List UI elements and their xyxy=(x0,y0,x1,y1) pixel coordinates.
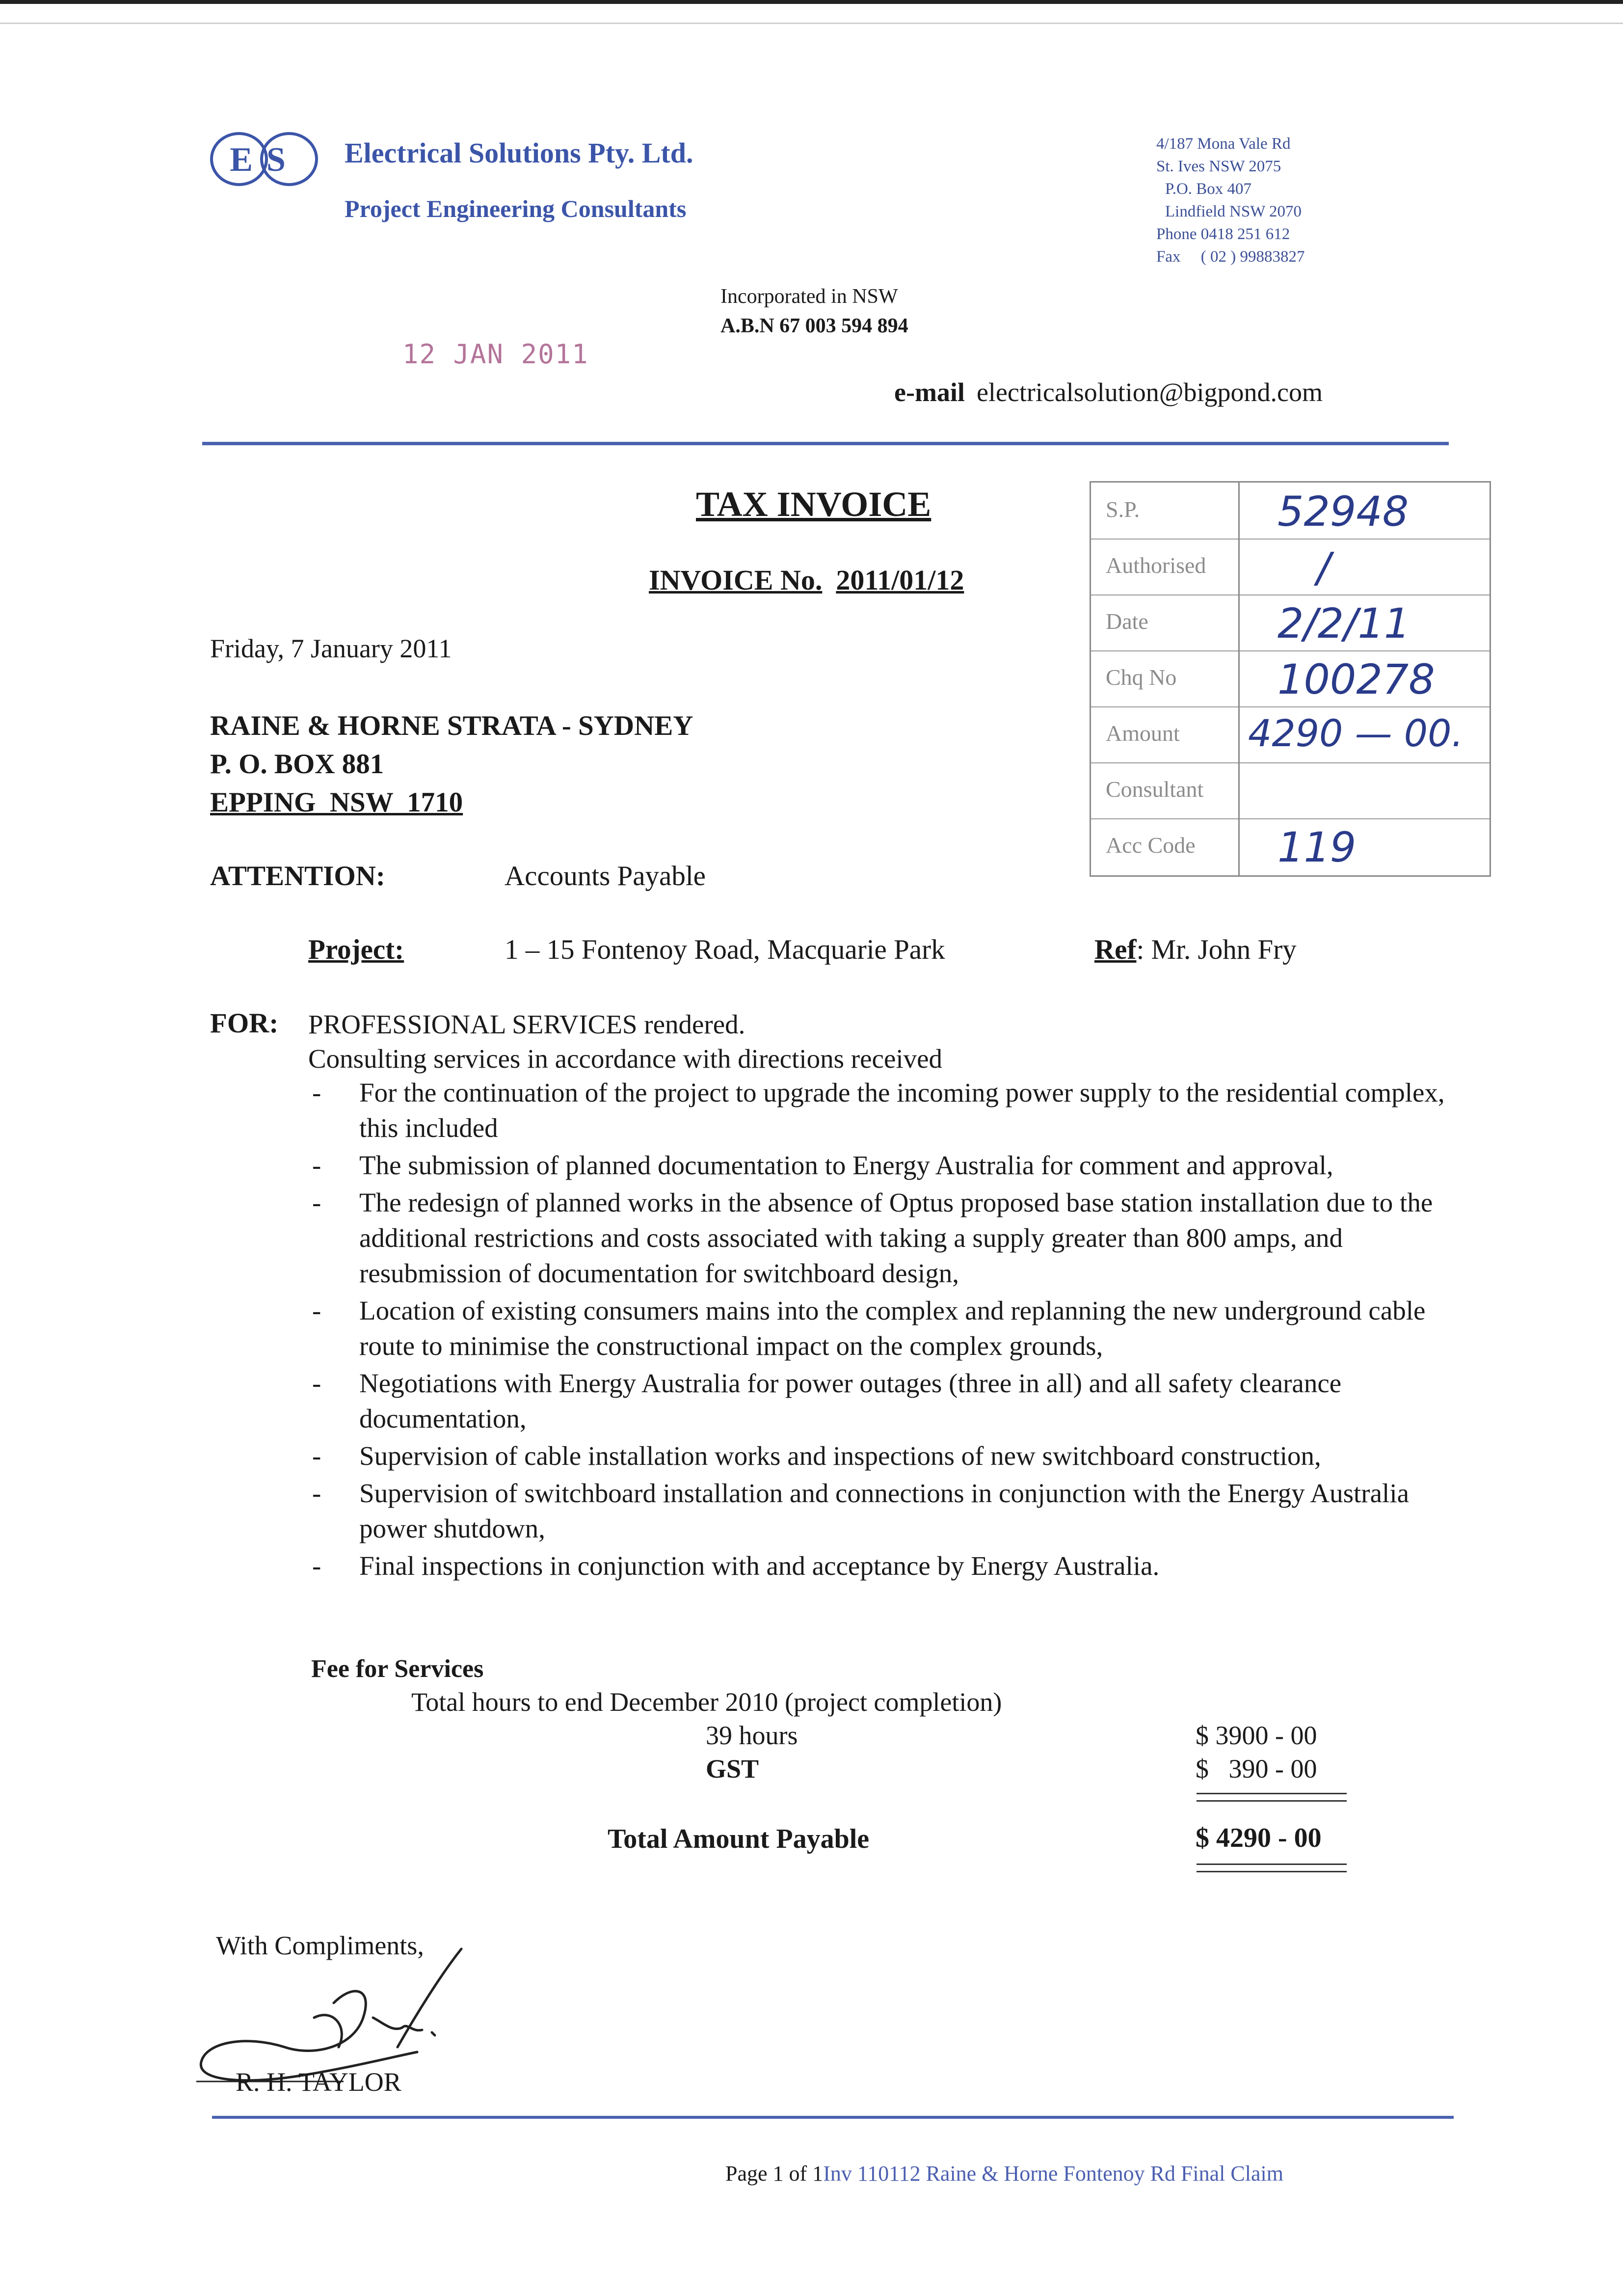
list-item xyxy=(308,1548,1466,1584)
compliments-text: With Compliments, xyxy=(216,1931,424,1960)
ref-value: : Mr. John Fry xyxy=(1136,934,1297,965)
project-label: Project: xyxy=(308,934,404,965)
customer-suburb: EPPING NSW 1710 xyxy=(210,787,463,818)
received-date-stamp: 12 JAN 2011 xyxy=(402,339,589,370)
stamp-label: S.P. xyxy=(1106,497,1140,522)
abn-text: A.B.N 67 003 594 894 xyxy=(720,315,908,337)
stamp-value: 4290 — 00. xyxy=(1248,711,1463,755)
total-amount: $ 4290 - 00 xyxy=(1196,1823,1322,1853)
for-line: Consulting services in accordance with directions received xyxy=(308,1044,943,1074)
subtotal-double-rule xyxy=(1197,1793,1347,1802)
project-value: 1 – 15 Fontenoy Road, Macquarie Park xyxy=(505,934,945,965)
service-text: The submission of planned documentation to Energy Australia for comment and approval, xyxy=(359,1150,1333,1180)
customer-name: RAINE & HORNE STRATA - SYDNEY xyxy=(210,710,693,741)
logo-letters: ES xyxy=(230,141,299,179)
stamp-label: Authorised xyxy=(1106,553,1206,578)
invoice-number-label: INVOICE No. xyxy=(649,564,823,596)
address-line: Fax ( 02 ) 99883827 xyxy=(1156,248,1305,266)
attention-value: Accounts Payable xyxy=(505,861,706,891)
gst-amount: $ 390 - 00 xyxy=(1196,1754,1317,1783)
list-item xyxy=(308,1293,1466,1364)
company-name: Electrical Solutions Pty. Ltd. xyxy=(345,137,693,169)
stamp-row xyxy=(1091,539,1490,595)
email-address[interactable]: electricalsolution@bigpond.com xyxy=(976,378,1323,407)
list-item xyxy=(308,1438,1466,1474)
hours-label: 39 hours xyxy=(706,1721,798,1750)
approval-stamp xyxy=(1090,481,1491,877)
stamp-divider xyxy=(1238,483,1240,875)
for-line: PROFESSIONAL SERVICES rendered. xyxy=(308,1009,745,1039)
address-line: St. Ives NSW 2075 xyxy=(1156,158,1281,175)
company-logo xyxy=(209,129,320,189)
list-item xyxy=(308,1148,1466,1183)
bullet-dash: - xyxy=(312,1478,321,1508)
document-title: TAX INVOICE xyxy=(696,485,931,524)
service-text: The redesign of planned works in the absence of Optus proposed base station installation due to the additional restrictions and costs associated with taking a supply greater than 800 amps, and resubmission of documentation for switchboard design, xyxy=(359,1188,1433,1288)
list-item xyxy=(308,1075,1466,1146)
customer-address xyxy=(210,707,693,822)
header-rule xyxy=(202,442,1449,445)
company-tagline: Project Engineering Consultants xyxy=(345,195,687,222)
stamp-value: / xyxy=(1317,543,1331,592)
stamp-row xyxy=(1091,706,1490,763)
stamp-value: 52948 xyxy=(1277,487,1409,536)
stamp-row xyxy=(1091,818,1490,874)
bullet-dash: - xyxy=(312,1368,321,1398)
fee-heading: Fee for Services xyxy=(311,1655,484,1683)
footer-rule xyxy=(212,2116,1454,2119)
service-text: Final inspections in conjunction with and acceptance by Energy Australia. xyxy=(359,1551,1160,1581)
stamp-label: Amount xyxy=(1106,721,1180,746)
stamp-row xyxy=(1091,762,1490,819)
email-line xyxy=(894,377,1323,407)
file-name: Inv 110112 Raine & Horne Fontenoy Rd Final Claim xyxy=(823,2161,1283,2186)
bullet-dash: - xyxy=(312,1150,321,1180)
company-registration xyxy=(720,282,908,341)
total-double-rule xyxy=(1197,1864,1347,1872)
services-list xyxy=(308,1075,1466,1586)
list-item xyxy=(308,1185,1466,1291)
bullet-dash: - xyxy=(312,1551,321,1581)
address-line: Phone 0418 251 612 xyxy=(1156,225,1290,243)
invoice-number-line xyxy=(649,564,964,596)
service-text: Negotiations with Energy Australia for power outages (three in all) and all safety clearance documentation, xyxy=(359,1368,1342,1433)
service-text: Supervision of cable installation works and inspections of new switchboard construction, xyxy=(359,1441,1321,1471)
stamp-label: Consultant xyxy=(1106,777,1204,802)
stamp-row xyxy=(1091,650,1490,707)
service-text: Location of existing consumers mains into the complex and replanning the new underground cable route to minimise the constructional impact on the complex grounds, xyxy=(359,1296,1426,1361)
invoice-date: Friday, 7 January 2011 xyxy=(210,634,452,663)
scan-top-border xyxy=(0,0,1623,4)
stamp-row xyxy=(1091,483,1490,540)
service-text: Supervision of switchboard installation and connections in conjunction with the Energy Australia power shutdown, xyxy=(359,1478,1410,1543)
customer-po-box: P. O. BOX 881 xyxy=(210,749,384,780)
gst-label: GST xyxy=(706,1754,759,1783)
stamp-row xyxy=(1091,594,1490,651)
stamp-label: Chq No xyxy=(1106,665,1177,690)
list-item xyxy=(308,1476,1466,1546)
attention-label: ATTENTION: xyxy=(210,861,385,891)
signatory-name: R. H. TAYLOR xyxy=(236,2067,401,2097)
page-number: Page 1 of 1 xyxy=(725,2161,824,2186)
ref-label: Ref xyxy=(1094,934,1137,965)
address-line: Lindfield NSW 2070 xyxy=(1165,203,1302,220)
incorporated-text: Incorporated in NSW xyxy=(720,285,898,308)
stamp-label: Date xyxy=(1106,609,1148,634)
address-line: P.O. Box 407 xyxy=(1165,180,1252,198)
scan-line xyxy=(0,23,1623,24)
company-address xyxy=(1156,133,1304,268)
page-footer xyxy=(725,2161,1283,2186)
email-label: e-mail xyxy=(894,378,965,407)
total-label: Total Amount Payable xyxy=(608,1824,870,1854)
invoice-number: 2011/01/12 xyxy=(836,564,964,596)
bullet-dash: - xyxy=(312,1078,321,1107)
service-text: For the continuation of the project to upgrade the incoming power supply to the residential complex, this included xyxy=(359,1078,1445,1143)
bullet-dash: - xyxy=(312,1188,321,1217)
stamp-value: 119 xyxy=(1277,823,1357,871)
stamp-value: 2/2/11 xyxy=(1277,599,1410,648)
bullet-dash: - xyxy=(312,1296,321,1325)
reference xyxy=(1094,934,1297,966)
fee-subheading: Total hours to end December 2010 (project completion) xyxy=(411,1687,1002,1717)
stamp-value: 100278 xyxy=(1277,655,1435,703)
bullet-dash: - xyxy=(312,1441,321,1471)
for-label: FOR: xyxy=(210,1008,279,1039)
stamp-label: Acc Code xyxy=(1106,833,1196,858)
list-item xyxy=(308,1366,1466,1436)
address-line: 4/187 Mona Vale Rd xyxy=(1156,135,1291,153)
for-intro xyxy=(308,1007,942,1076)
hours-amount: $ 3900 - 00 xyxy=(1196,1721,1317,1750)
